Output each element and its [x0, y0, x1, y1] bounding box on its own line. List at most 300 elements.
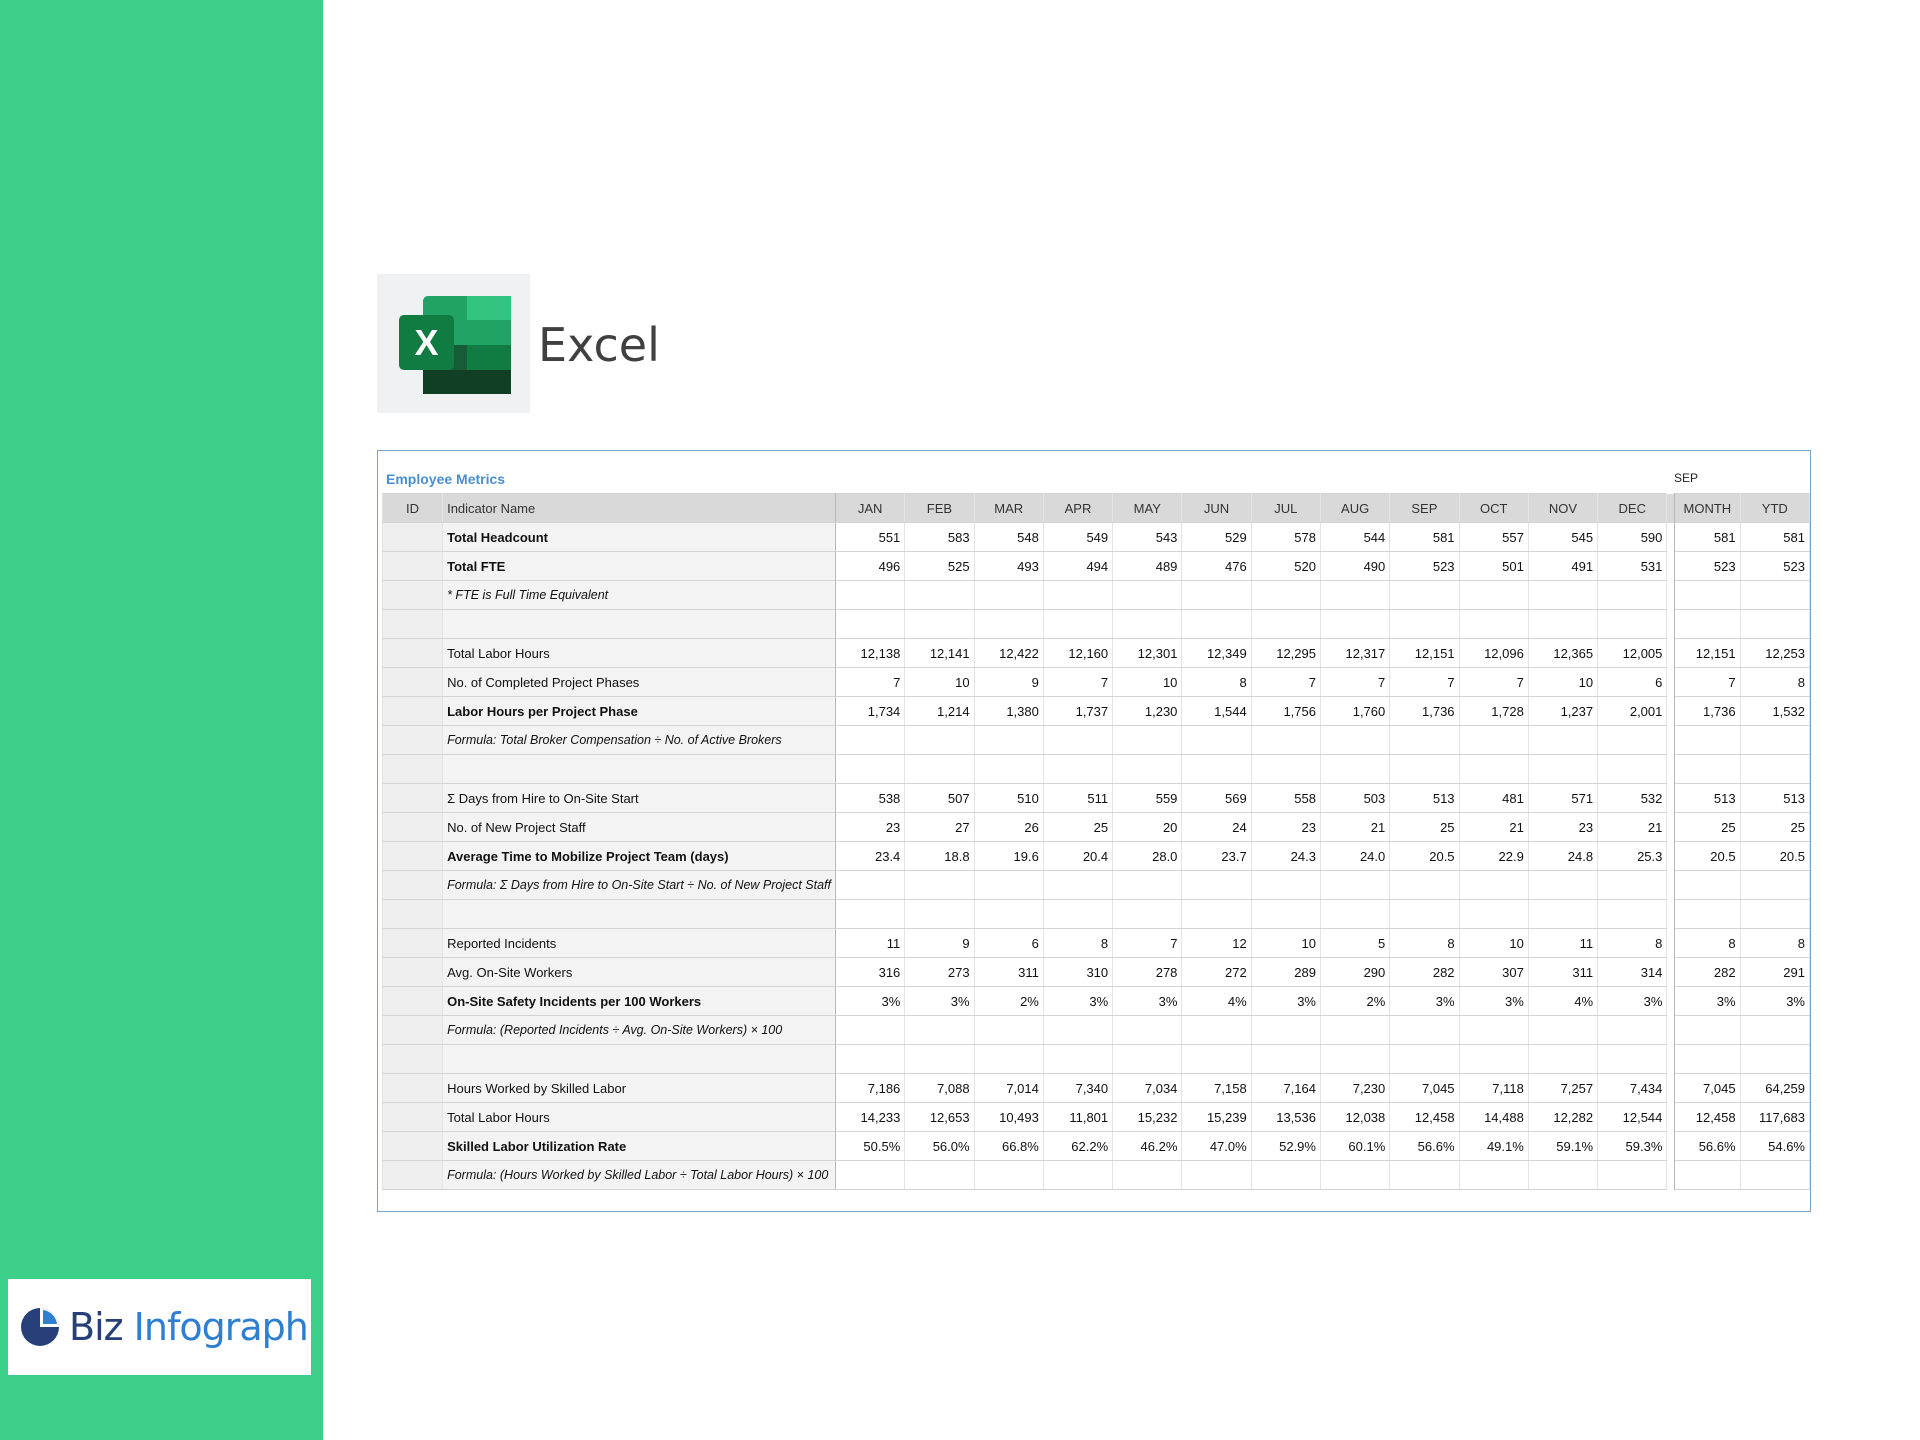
header-apr[interactable]: APR [1043, 494, 1112, 523]
month-cell[interactable]: 10 [1251, 929, 1320, 958]
month-cell[interactable] [1459, 871, 1528, 900]
month-cell[interactable]: 6 [974, 929, 1043, 958]
month-cell[interactable] [1459, 1016, 1528, 1045]
ytd-cell[interactable] [1740, 1045, 1809, 1074]
month-cell[interactable]: 510 [974, 784, 1043, 813]
indicator-name-cell[interactable] [443, 610, 836, 639]
month-cell[interactable]: 12,458 [1390, 1103, 1459, 1132]
ytd-cell[interactable] [1740, 581, 1809, 610]
month-cell[interactable] [836, 900, 905, 929]
month-cell[interactable]: 7,158 [1182, 1074, 1251, 1103]
month-summary-cell[interactable]: 282 [1675, 958, 1740, 987]
month-cell[interactable] [905, 900, 974, 929]
month-cell[interactable] [905, 871, 974, 900]
month-cell[interactable]: 12,544 [1598, 1103, 1667, 1132]
month-cell[interactable] [1043, 726, 1112, 755]
month-cell[interactable] [1598, 900, 1667, 929]
month-cell[interactable] [1320, 871, 1389, 900]
month-cell[interactable] [1043, 755, 1112, 784]
month-cell[interactable]: 7 [1113, 929, 1182, 958]
month-cell[interactable] [1598, 581, 1667, 610]
header-jan[interactable]: JAN [836, 494, 905, 523]
header-mar[interactable]: MAR [974, 494, 1043, 523]
month-cell[interactable]: 494 [1043, 552, 1112, 581]
month-cell[interactable]: 23 [1528, 813, 1597, 842]
indicator-name-cell[interactable]: Total Headcount [443, 523, 836, 552]
id-cell[interactable] [383, 1016, 443, 1045]
month-cell[interactable] [1459, 726, 1528, 755]
month-cell[interactable]: 513 [1390, 784, 1459, 813]
month-cell[interactable] [1251, 1161, 1320, 1190]
month-cell[interactable]: 1,737 [1043, 697, 1112, 726]
month-cell[interactable] [1528, 726, 1597, 755]
month-cell[interactable]: 8 [1182, 668, 1251, 697]
month-cell[interactable]: 3% [1598, 987, 1667, 1016]
month-cell[interactable]: 12,301 [1113, 639, 1182, 668]
month-cell[interactable] [836, 1045, 905, 1074]
month-cell[interactable]: 23.4 [836, 842, 905, 871]
month-cell[interactable]: 523 [1390, 552, 1459, 581]
month-cell[interactable]: 7 [836, 668, 905, 697]
month-cell[interactable]: 578 [1251, 523, 1320, 552]
month-cell[interactable] [1598, 1016, 1667, 1045]
month-cell[interactable]: 1,214 [905, 697, 974, 726]
indicator-name-cell[interactable]: No. of Completed Project Phases [443, 668, 836, 697]
month-cell[interactable]: 3% [1113, 987, 1182, 1016]
month-cell[interactable] [1598, 610, 1667, 639]
month-cell[interactable]: 5 [1320, 929, 1389, 958]
month-cell[interactable]: 56.6% [1390, 1132, 1459, 1161]
month-cell[interactable] [1251, 610, 1320, 639]
month-cell[interactable]: 481 [1459, 784, 1528, 813]
month-cell[interactable] [1043, 871, 1112, 900]
month-cell[interactable]: 1,756 [1251, 697, 1320, 726]
month-cell[interactable]: 20.5 [1390, 842, 1459, 871]
month-summary-cell[interactable]: 523 [1675, 552, 1740, 581]
indicator-name-cell[interactable]: Skilled Labor Utilization Rate [443, 1132, 836, 1161]
month-cell[interactable]: 8 [1043, 929, 1112, 958]
month-cell[interactable] [1182, 1016, 1251, 1045]
ytd-cell[interactable]: 1,532 [1740, 697, 1809, 726]
id-cell[interactable] [383, 610, 443, 639]
month-cell[interactable]: 7,340 [1043, 1074, 1112, 1103]
month-cell[interactable]: 538 [836, 784, 905, 813]
month-cell[interactable]: 583 [905, 523, 974, 552]
month-cell[interactable]: 7 [1251, 668, 1320, 697]
id-cell[interactable] [383, 697, 443, 726]
month-summary-cell[interactable] [1675, 610, 1740, 639]
id-cell[interactable] [383, 784, 443, 813]
indicator-name-cell[interactable]: Labor Hours per Project Phase [443, 697, 836, 726]
ytd-cell[interactable] [1740, 1016, 1809, 1045]
month-cell[interactable]: 7,088 [905, 1074, 974, 1103]
month-cell[interactable]: 24.0 [1320, 842, 1389, 871]
month-cell[interactable]: 314 [1598, 958, 1667, 987]
month-cell[interactable]: 310 [1043, 958, 1112, 987]
month-summary-cell[interactable]: 3% [1675, 987, 1740, 1016]
month-cell[interactable] [1251, 726, 1320, 755]
header-nov[interactable]: NOV [1528, 494, 1597, 523]
month-cell[interactable]: 307 [1459, 958, 1528, 987]
month-cell[interactable] [1251, 581, 1320, 610]
id-cell[interactable] [383, 842, 443, 871]
month-cell[interactable]: 21 [1459, 813, 1528, 842]
month-cell[interactable] [1528, 1161, 1597, 1190]
month-cell[interactable]: 25 [1043, 813, 1112, 842]
month-cell[interactable] [905, 755, 974, 784]
id-cell[interactable] [383, 900, 443, 929]
month-cell[interactable] [1390, 1045, 1459, 1074]
ytd-cell[interactable]: 3% [1740, 987, 1809, 1016]
month-cell[interactable]: 12,317 [1320, 639, 1389, 668]
month-cell[interactable]: 25 [1390, 813, 1459, 842]
ytd-cell[interactable]: 291 [1740, 958, 1809, 987]
month-cell[interactable] [1528, 1045, 1597, 1074]
header-ytd[interactable]: YTD [1740, 494, 1809, 523]
month-cell[interactable] [1251, 900, 1320, 929]
month-cell[interactable]: 14,488 [1459, 1103, 1528, 1132]
month-cell[interactable] [1113, 1045, 1182, 1074]
month-summary-cell[interactable] [1675, 1045, 1740, 1074]
month-cell[interactable]: 23.7 [1182, 842, 1251, 871]
month-cell[interactable]: 3% [1390, 987, 1459, 1016]
header-aug[interactable]: AUG [1320, 494, 1389, 523]
month-cell[interactable]: 7,014 [974, 1074, 1043, 1103]
month-cell[interactable]: 10 [1459, 929, 1528, 958]
month-cell[interactable]: 490 [1320, 552, 1389, 581]
id-cell[interactable] [383, 668, 443, 697]
month-cell[interactable]: 525 [905, 552, 974, 581]
month-cell[interactable] [1182, 1161, 1251, 1190]
id-cell[interactable] [383, 987, 443, 1016]
ytd-cell[interactable]: 64,259 [1740, 1074, 1809, 1103]
month-cell[interactable]: 59.3% [1598, 1132, 1667, 1161]
month-cell[interactable] [1251, 871, 1320, 900]
id-cell[interactable] [383, 552, 443, 581]
month-cell[interactable]: 511 [1043, 784, 1112, 813]
month-summary-cell[interactable]: 56.6% [1675, 1132, 1740, 1161]
month-cell[interactable]: 282 [1390, 958, 1459, 987]
month-cell[interactable]: 2% [1320, 987, 1389, 1016]
month-summary-cell[interactable]: 12,458 [1675, 1103, 1740, 1132]
month-cell[interactable] [1390, 581, 1459, 610]
month-cell[interactable] [974, 755, 1043, 784]
month-cell[interactable] [1043, 1016, 1112, 1045]
month-cell[interactable]: 12 [1182, 929, 1251, 958]
ytd-cell[interactable] [1740, 726, 1809, 755]
month-cell[interactable]: 24.3 [1251, 842, 1320, 871]
month-cell[interactable]: 1,760 [1320, 697, 1389, 726]
month-cell[interactable]: 25.3 [1598, 842, 1667, 871]
month-cell[interactable]: 21 [1320, 813, 1389, 842]
month-cell[interactable] [1459, 900, 1528, 929]
indicator-name-cell[interactable]: On-Site Safety Incidents per 100 Workers [443, 987, 836, 1016]
month-cell[interactable]: 23 [836, 813, 905, 842]
month-cell[interactable] [836, 581, 905, 610]
month-cell[interactable] [905, 1016, 974, 1045]
month-cell[interactable] [836, 1161, 905, 1190]
month-cell[interactable] [974, 900, 1043, 929]
indicator-name-cell[interactable]: Avg. On-Site Workers [443, 958, 836, 987]
month-cell[interactable]: 52.9% [1251, 1132, 1320, 1161]
month-cell[interactable] [1320, 1161, 1389, 1190]
month-cell[interactable] [1113, 1161, 1182, 1190]
month-cell[interactable] [1320, 1045, 1389, 1074]
month-cell[interactable]: 2% [974, 987, 1043, 1016]
month-cell[interactable]: 3% [1251, 987, 1320, 1016]
month-cell[interactable]: 491 [1528, 552, 1597, 581]
month-cell[interactable]: 20 [1113, 813, 1182, 842]
month-cell[interactable]: 273 [905, 958, 974, 987]
month-cell[interactable]: 12,141 [905, 639, 974, 668]
month-cell[interactable]: 311 [974, 958, 1043, 987]
month-cell[interactable] [1251, 755, 1320, 784]
month-cell[interactable] [1113, 726, 1182, 755]
month-cell[interactable] [1528, 1016, 1597, 1045]
month-cell[interactable] [1598, 1161, 1667, 1190]
month-cell[interactable] [1390, 755, 1459, 784]
month-cell[interactable] [974, 871, 1043, 900]
month-cell[interactable]: 26 [974, 813, 1043, 842]
month-cell[interactable]: 50.5% [836, 1132, 905, 1161]
month-cell[interactable]: 543 [1113, 523, 1182, 552]
month-cell[interactable]: 532 [1598, 784, 1667, 813]
month-cell[interactable]: 10 [1528, 668, 1597, 697]
id-cell[interactable] [383, 755, 443, 784]
month-cell[interactable] [836, 871, 905, 900]
month-cell[interactable]: 551 [836, 523, 905, 552]
month-cell[interactable] [1113, 610, 1182, 639]
month-cell[interactable] [1043, 1045, 1112, 1074]
month-cell[interactable]: 590 [1598, 523, 1667, 552]
month-summary-cell[interactable] [1675, 1016, 1740, 1045]
month-cell[interactable]: 549 [1043, 523, 1112, 552]
month-cell[interactable]: 531 [1598, 552, 1667, 581]
month-cell[interactable]: 46.2% [1113, 1132, 1182, 1161]
month-cell[interactable] [974, 1016, 1043, 1045]
month-cell[interactable]: 507 [905, 784, 974, 813]
month-cell[interactable]: 27 [905, 813, 974, 842]
month-cell[interactable] [1251, 1045, 1320, 1074]
month-cell[interactable]: 12,038 [1320, 1103, 1389, 1132]
month-cell[interactable] [974, 610, 1043, 639]
indicator-name-cell[interactable]: Total Labor Hours [443, 1103, 836, 1132]
month-cell[interactable]: 7,045 [1390, 1074, 1459, 1103]
month-summary-cell[interactable]: 8 [1675, 929, 1740, 958]
month-cell[interactable]: 1,544 [1182, 697, 1251, 726]
month-cell[interactable]: 6 [1598, 668, 1667, 697]
indicator-name-cell[interactable]: Hours Worked by Skilled Labor [443, 1074, 836, 1103]
month-cell[interactable] [1251, 1016, 1320, 1045]
indicator-name-cell[interactable] [443, 755, 836, 784]
month-cell[interactable]: 12,096 [1459, 639, 1528, 668]
month-cell[interactable]: 8 [1390, 929, 1459, 958]
indicator-name-cell[interactable]: Average Time to Mobilize Project Team (days) [443, 842, 836, 871]
month-cell[interactable]: 23 [1251, 813, 1320, 842]
month-cell[interactable]: 559 [1113, 784, 1182, 813]
month-cell[interactable]: 278 [1113, 958, 1182, 987]
month-cell[interactable] [1320, 1016, 1389, 1045]
month-cell[interactable]: 545 [1528, 523, 1597, 552]
month-cell[interactable] [1320, 726, 1389, 755]
month-cell[interactable]: 15,239 [1182, 1103, 1251, 1132]
month-cell[interactable]: 10,493 [974, 1103, 1043, 1132]
month-summary-cell[interactable]: 1,736 [1675, 697, 1740, 726]
month-cell[interactable] [1043, 581, 1112, 610]
month-cell[interactable]: 7,257 [1528, 1074, 1597, 1103]
month-cell[interactable]: 12,295 [1251, 639, 1320, 668]
header-dec[interactable]: DEC [1598, 494, 1667, 523]
month-cell[interactable] [1598, 726, 1667, 755]
month-cell[interactable] [1320, 755, 1389, 784]
month-cell[interactable]: 12,138 [836, 639, 905, 668]
month-cell[interactable]: 13,536 [1251, 1103, 1320, 1132]
month-summary-cell[interactable]: 7,045 [1675, 1074, 1740, 1103]
month-cell[interactable] [1598, 1045, 1667, 1074]
month-cell[interactable]: 1,230 [1113, 697, 1182, 726]
ytd-cell[interactable]: 12,253 [1740, 639, 1809, 668]
month-summary-cell[interactable] [1675, 726, 1740, 755]
indicator-name-cell[interactable]: Σ Days from Hire to On-Site Start [443, 784, 836, 813]
month-cell[interactable] [974, 581, 1043, 610]
header-indicator-name[interactable]: Indicator Name [443, 494, 836, 523]
month-cell[interactable] [905, 1045, 974, 1074]
month-cell[interactable] [1390, 726, 1459, 755]
indicator-name-cell[interactable]: Reported Incidents [443, 929, 836, 958]
id-cell[interactable] [383, 1103, 443, 1132]
id-cell[interactable] [383, 1074, 443, 1103]
month-cell[interactable]: 28.0 [1113, 842, 1182, 871]
month-cell[interactable] [1390, 1016, 1459, 1045]
month-cell[interactable] [1113, 581, 1182, 610]
id-cell[interactable] [383, 581, 443, 610]
month-cell[interactable] [836, 726, 905, 755]
month-cell[interactable]: 7,118 [1459, 1074, 1528, 1103]
month-cell[interactable]: 20.4 [1043, 842, 1112, 871]
month-cell[interactable]: 316 [836, 958, 905, 987]
id-cell[interactable] [383, 639, 443, 668]
month-cell[interactable]: 18.8 [905, 842, 974, 871]
month-summary-cell[interactable] [1675, 871, 1740, 900]
month-cell[interactable] [1320, 900, 1389, 929]
month-cell[interactable] [905, 610, 974, 639]
month-cell[interactable] [1528, 755, 1597, 784]
month-cell[interactable] [1528, 581, 1597, 610]
id-cell[interactable] [383, 929, 443, 958]
month-cell[interactable]: 59.1% [1528, 1132, 1597, 1161]
ytd-cell[interactable]: 581 [1740, 523, 1809, 552]
id-cell[interactable] [383, 1161, 443, 1190]
month-cell[interactable]: 11,801 [1043, 1103, 1112, 1132]
month-cell[interactable] [1043, 610, 1112, 639]
id-cell[interactable] [383, 1045, 443, 1074]
month-cell[interactable] [836, 610, 905, 639]
month-cell[interactable]: 581 [1390, 523, 1459, 552]
month-cell[interactable]: 290 [1320, 958, 1389, 987]
header-feb[interactable]: FEB [905, 494, 974, 523]
month-cell[interactable] [974, 1161, 1043, 1190]
month-cell[interactable] [1043, 900, 1112, 929]
month-summary-cell[interactable] [1675, 1161, 1740, 1190]
month-cell[interactable]: 12,653 [905, 1103, 974, 1132]
header-oct[interactable]: OCT [1459, 494, 1528, 523]
id-cell[interactable] [383, 726, 443, 755]
month-cell[interactable]: 7,034 [1113, 1074, 1182, 1103]
ytd-cell[interactable] [1740, 755, 1809, 784]
month-cell[interactable]: 12,005 [1598, 639, 1667, 668]
indicator-name-cell[interactable]: No. of New Project Staff [443, 813, 836, 842]
indicator-name-cell[interactable]: * FTE is Full Time Equivalent [443, 581, 836, 610]
id-cell[interactable] [383, 871, 443, 900]
month-cell[interactable] [1043, 1161, 1112, 1190]
month-cell[interactable] [1113, 1016, 1182, 1045]
header-sep[interactable]: SEP [1390, 494, 1459, 523]
month-cell[interactable]: 289 [1251, 958, 1320, 987]
month-cell[interactable]: 548 [974, 523, 1043, 552]
id-cell[interactable] [383, 958, 443, 987]
month-cell[interactable] [1459, 1045, 1528, 1074]
month-cell[interactable] [1528, 900, 1597, 929]
indicator-name-cell[interactable]: Formula: Total Broker Compensation ÷ No. of Active Brokers [443, 726, 836, 755]
month-cell[interactable] [1528, 871, 1597, 900]
month-cell[interactable]: 7 [1459, 668, 1528, 697]
month-summary-cell[interactable] [1675, 755, 1740, 784]
month-cell[interactable]: 496 [836, 552, 905, 581]
header-month[interactable]: MONTH [1675, 494, 1740, 523]
ytd-cell[interactable] [1740, 1161, 1809, 1190]
month-cell[interactable] [974, 1045, 1043, 1074]
month-cell[interactable]: 4% [1182, 987, 1251, 1016]
month-cell[interactable]: 4% [1528, 987, 1597, 1016]
ytd-cell[interactable] [1740, 900, 1809, 929]
indicator-name-cell[interactable]: Formula: (Hours Worked by Skilled Labor ÷ Total Labor Hours) × 100 [443, 1161, 836, 1190]
month-summary-cell[interactable]: 7 [1675, 668, 1740, 697]
month-cell[interactable]: 7 [1390, 668, 1459, 697]
month-cell[interactable] [1182, 1045, 1251, 1074]
month-cell[interactable]: 520 [1251, 552, 1320, 581]
month-cell[interactable] [1320, 581, 1389, 610]
month-cell[interactable]: 9 [974, 668, 1043, 697]
month-cell[interactable] [905, 1161, 974, 1190]
month-summary-cell[interactable]: 20.5 [1675, 842, 1740, 871]
month-cell[interactable] [1390, 1161, 1459, 1190]
month-summary-cell[interactable] [1675, 581, 1740, 610]
month-cell[interactable]: 489 [1113, 552, 1182, 581]
month-cell[interactable]: 571 [1528, 784, 1597, 813]
month-cell[interactable]: 24.8 [1528, 842, 1597, 871]
month-cell[interactable]: 12,282 [1528, 1103, 1597, 1132]
month-cell[interactable]: 12,160 [1043, 639, 1112, 668]
month-cell[interactable] [905, 581, 974, 610]
month-cell[interactable] [1459, 610, 1528, 639]
month-cell[interactable]: 272 [1182, 958, 1251, 987]
month-cell[interactable]: 493 [974, 552, 1043, 581]
id-cell[interactable] [383, 523, 443, 552]
month-summary-cell[interactable]: 513 [1675, 784, 1740, 813]
month-cell[interactable]: 56.0% [905, 1132, 974, 1161]
indicator-name-cell[interactable] [443, 1045, 836, 1074]
month-cell[interactable] [1113, 900, 1182, 929]
month-cell[interactable]: 8 [1598, 929, 1667, 958]
header-jul[interactable]: JUL [1251, 494, 1320, 523]
month-cell[interactable]: 15,232 [1113, 1103, 1182, 1132]
month-cell[interactable]: 558 [1251, 784, 1320, 813]
month-cell[interactable]: 7,164 [1251, 1074, 1320, 1103]
month-cell[interactable] [1390, 871, 1459, 900]
month-cell[interactable]: 7,186 [836, 1074, 905, 1103]
month-cell[interactable] [1182, 581, 1251, 610]
month-cell[interactable] [836, 1016, 905, 1045]
